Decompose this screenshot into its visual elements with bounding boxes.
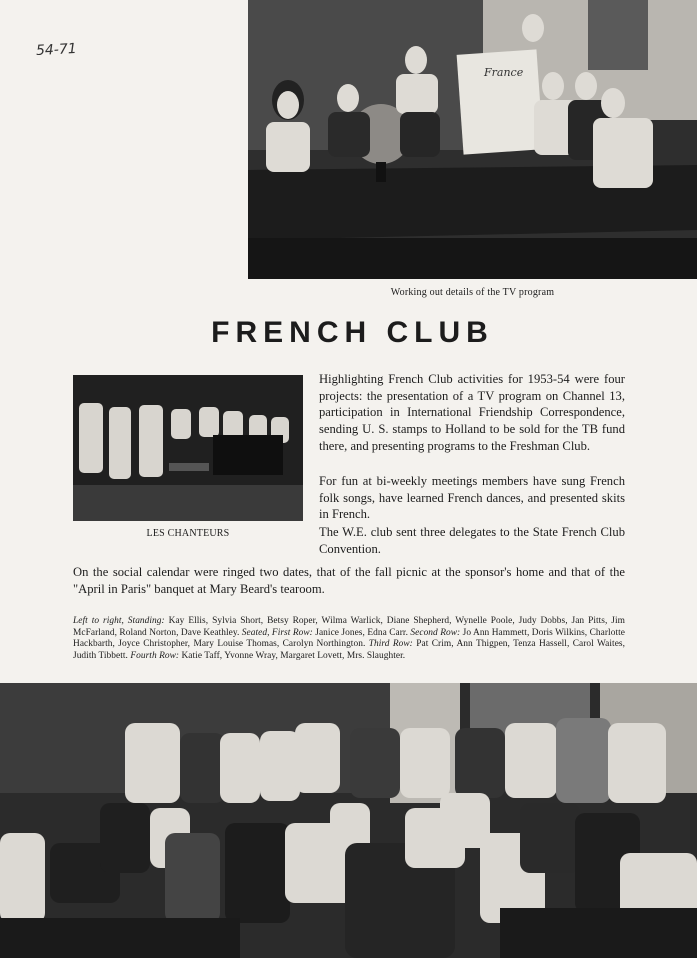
names-label-standing: Left to right, Standing:: [73, 616, 165, 626]
names-label-fourth-row: Fourth Row:: [130, 651, 180, 662]
names-standing: Kay Ellis, Sylvia Short, Betsy Roper, Wilma Warlick, Diane Shepherd, Wynelle Poole, Judy Dobbs, Jan Pitts, Jim McFarland, Roland Norton, Dave Keathley.: [73, 616, 626, 638]
top-photo-caption: Working out details of the TV program: [390, 287, 555, 298]
club-group-photo: [0, 683, 697, 958]
les-chanteurs-image: [73, 375, 303, 521]
names-label-first-row: Seated, First Row:: [241, 627, 313, 638]
names-second-row: Jo Ann Hammett, Doris Wilkins, Charlotte Hackbarth, Joyce Christopher, Mary Louise Thomas, Carolyn Northington.: [73, 627, 625, 650]
handwritten-page-note: 54-71: [35, 40, 78, 60]
page-title: FRENCH CLUB: [211, 316, 494, 349]
paragraph-convention: The W.E. club sent three delegates to the State French Club Convention.: [319, 525, 625, 556]
paragraph-projects: Highlighting French Club activities for 1953-54 were four projects: the presentation of a TV program on Channel 13, participation in International Friendship Correspondence, sending U. S. stamps to Holland to be sold for the TB fund there, and presenting programs to the Freshman Club.: [319, 372, 625, 453]
poster-label: France: [484, 66, 524, 79]
top-photo-image: [248, 0, 697, 279]
names-third-row: Pat Crim, Ann Thigpen, Tenza Hassell, Carol Waites, Judith Tibbett.: [73, 639, 625, 662]
les-chanteurs-photo: [73, 375, 303, 521]
names-label-third-row: Third Row:: [368, 639, 413, 650]
top-photo-tv-program: [248, 0, 697, 279]
paragraph-meetings: For fun at bi-weekly meetings members have sung French folk songs, have learned French dances, and presented skits in French.: [319, 474, 625, 522]
paragraph-social-calendar: On the social calendar were ringed two dates, that of the fall picnic at the sponsor's home and that of the "April in Paris" banquet at Mary Beard's tearoom.: [73, 565, 625, 596]
names-label-second-row: Second Row:: [410, 627, 461, 638]
les-chanteurs-caption: LES CHANTEURS: [146, 528, 230, 539]
group-photo-names-caption: [73, 616, 625, 663]
club-group-image: [0, 683, 697, 958]
names-first-row: Janice Jones, Edna Carr.: [312, 627, 411, 638]
names-fourth-row: Katie Taff, Yvonne Wray, Margaret Lovett, Mrs. Slaughter.: [179, 651, 406, 662]
